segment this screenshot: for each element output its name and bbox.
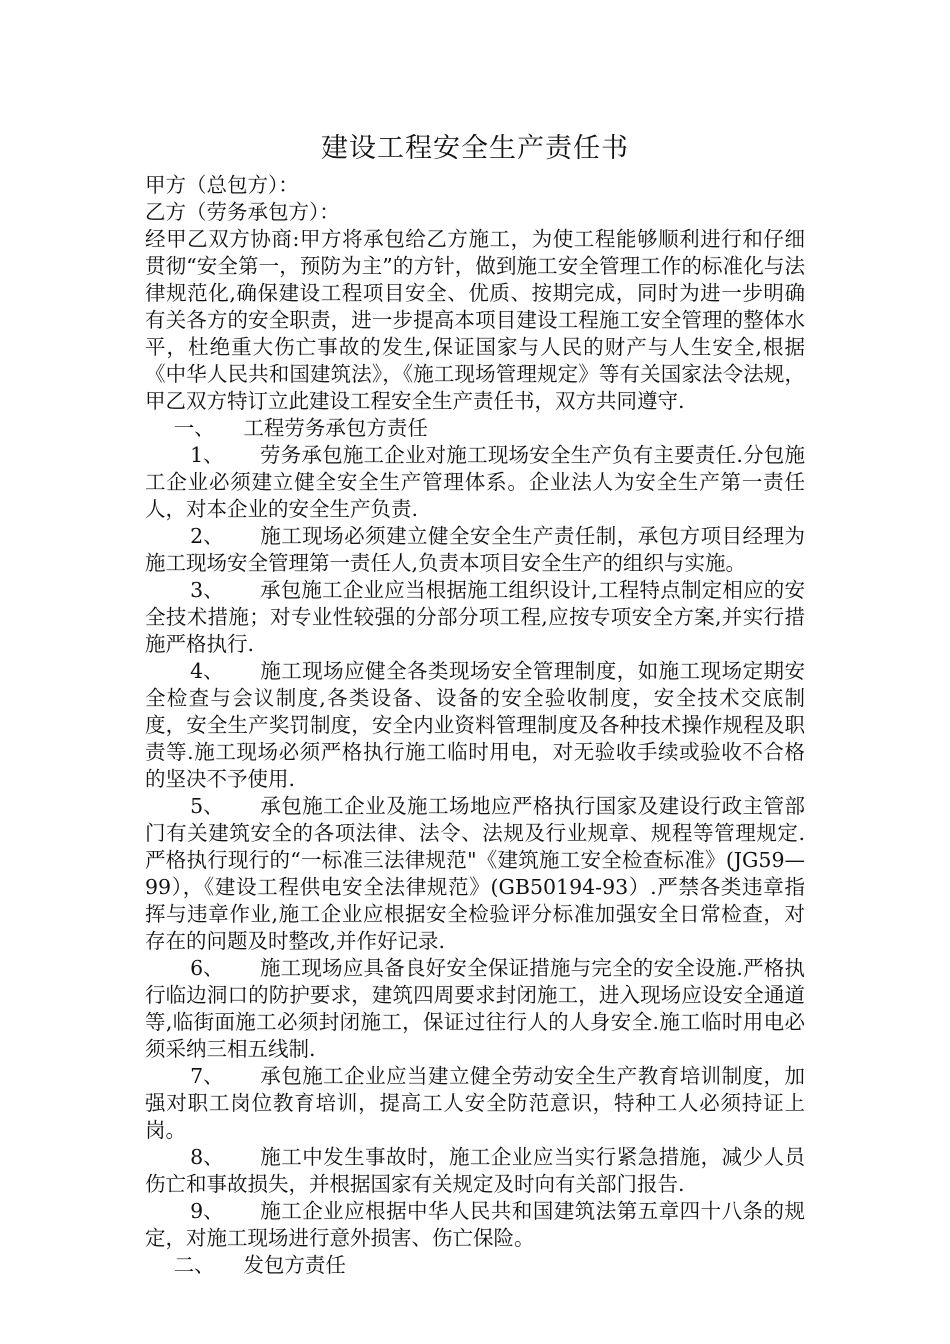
clause-5 [145, 793, 805, 955]
clause-text: 施工企业应根据中华人民共和国建筑法第五章四十八条的规定，对施工现场进行意外损害、伤亡保险。 [145, 1199, 805, 1250]
clause-4 [145, 658, 805, 793]
clause-3 [145, 577, 805, 658]
clause-text: 施工现场应健全各类现场安全管理制度，如施工现场定期安全检查与会议制度,各类设备、设备的安全验收制度，安全技术交底制度，安全生产奖罚制度，安全内业资料管理制度及各种技术操作规程及职责等.施工现场必须严格执行施工临时用电，对无验收手续或验收不合格的坚决不予使用. [145, 659, 805, 791]
clause-number: 9、 [190, 1199, 224, 1223]
clause-7 [145, 1063, 805, 1144]
clause-2 [145, 523, 805, 577]
clause-number: 5、 [190, 794, 224, 818]
clause-text: 施工现场必须建立健全安全生产责任制，承包方项目经理为施工现场安全管理第一责任人,负责本项目安全生产的组织与实施。 [145, 524, 805, 575]
section-number: 一、 [173, 416, 215, 440]
document-page [145, 128, 805, 1279]
section-title: 工程劳务承包方责任 [243, 416, 428, 440]
party-b-line: 乙方（劳务承包方）： [145, 200, 340, 224]
clause-6 [145, 955, 805, 1063]
intro-paragraph: 经甲乙双方协商:甲方将承包给乙方施工，为使工程能够顺利进行和仔细贯彻“安全第一，预防为主”的方针，做到施工安全管理工作的标准化与法律规范化,确保建设工程项目安全、优质、按期完成，同时为进一步明确有关各方的安全职责，进一步提高本项目建设工程施工安全管理的整体水平，杜绝重大伤亡事故的发生,保证国家与人民的财产与人生安全,根据《中华人民共和国建筑法》，《施工现场管理规定》等有关国家法令法规，甲乙双方特订立此建设工程安全生产责任书，双方共同遵守. [145, 227, 805, 413]
clause-text: 承包施工企业应当根据施工组织设计,工程特点制定相应的安全技术措施；对专业性较强的分部分项工程,应按专项安全方案,并实行措施严格执行. [145, 578, 805, 656]
party-a-line: 甲方（总包方）： [145, 173, 299, 197]
document-title: 建设工程安全生产责任书 [321, 133, 629, 164]
clause-text: 施工中发生事故时，施工企业应当实行紧急措施，减少人员伤亡和事故损失，并根据国家有关规定及时向有关部门报告. [145, 1145, 805, 1196]
clause-text: 承包施工企业应当建立健全劳动安全生产教育培训制度，加强对职工岗位教育培训，提高工人安全防范意识，特种工人必须持证上岗。 [145, 1064, 805, 1142]
clause-8 [145, 1144, 805, 1198]
section-heading-2 [145, 1252, 805, 1279]
section-title: 发包方责任 [243, 1253, 346, 1277]
clause-number: 6、 [190, 956, 224, 980]
clause-number: 4、 [190, 659, 224, 683]
clause-text: 劳务承包施工企业对施工现场安全生产负有主要责任.分包施工企业必须建立健全安全生产管理体系。企业法人为安全生产第一责任人，对本企业的安全生产负责. [145, 443, 805, 521]
clause-number: 8、 [190, 1145, 224, 1169]
clause-number: 1、 [190, 443, 224, 467]
clause-number: 2、 [190, 524, 224, 548]
clause-text: 施工现场应具备良好安全保证措施与完全的安全设施.严格执行临边洞口的防护要求，建筑四周要求封闭施工，进入现场应设安全通道等,临街面施工必须封闭施工，保证过往行人的人身安全.施工临时用电必须采纳三相五线制. [145, 956, 805, 1061]
clause-9 [145, 1198, 805, 1252]
section-number: 二、 [173, 1253, 215, 1277]
clause-text: 承包施工企业及施工场地应严格执行国家及建设行政主管部门有关建筑安全的各项法律、法令、法规及行业规章、规程等管理规定.严格执行现行的“一标准三法律规范"《建筑施工安全检查标准》(JG59—99），《建设工程供电安全法律规范》(GB50194-93）.严禁各类违章指挥与违章作业,施工企业应根据安全检验评分标准加强安全日常检查，对存在的问题及时整改,并作好记录. [145, 794, 805, 953]
section-heading-1 [145, 415, 805, 442]
clause-number: 3、 [190, 578, 224, 602]
clause-1 [145, 442, 805, 523]
clause-number: 7、 [190, 1064, 224, 1088]
